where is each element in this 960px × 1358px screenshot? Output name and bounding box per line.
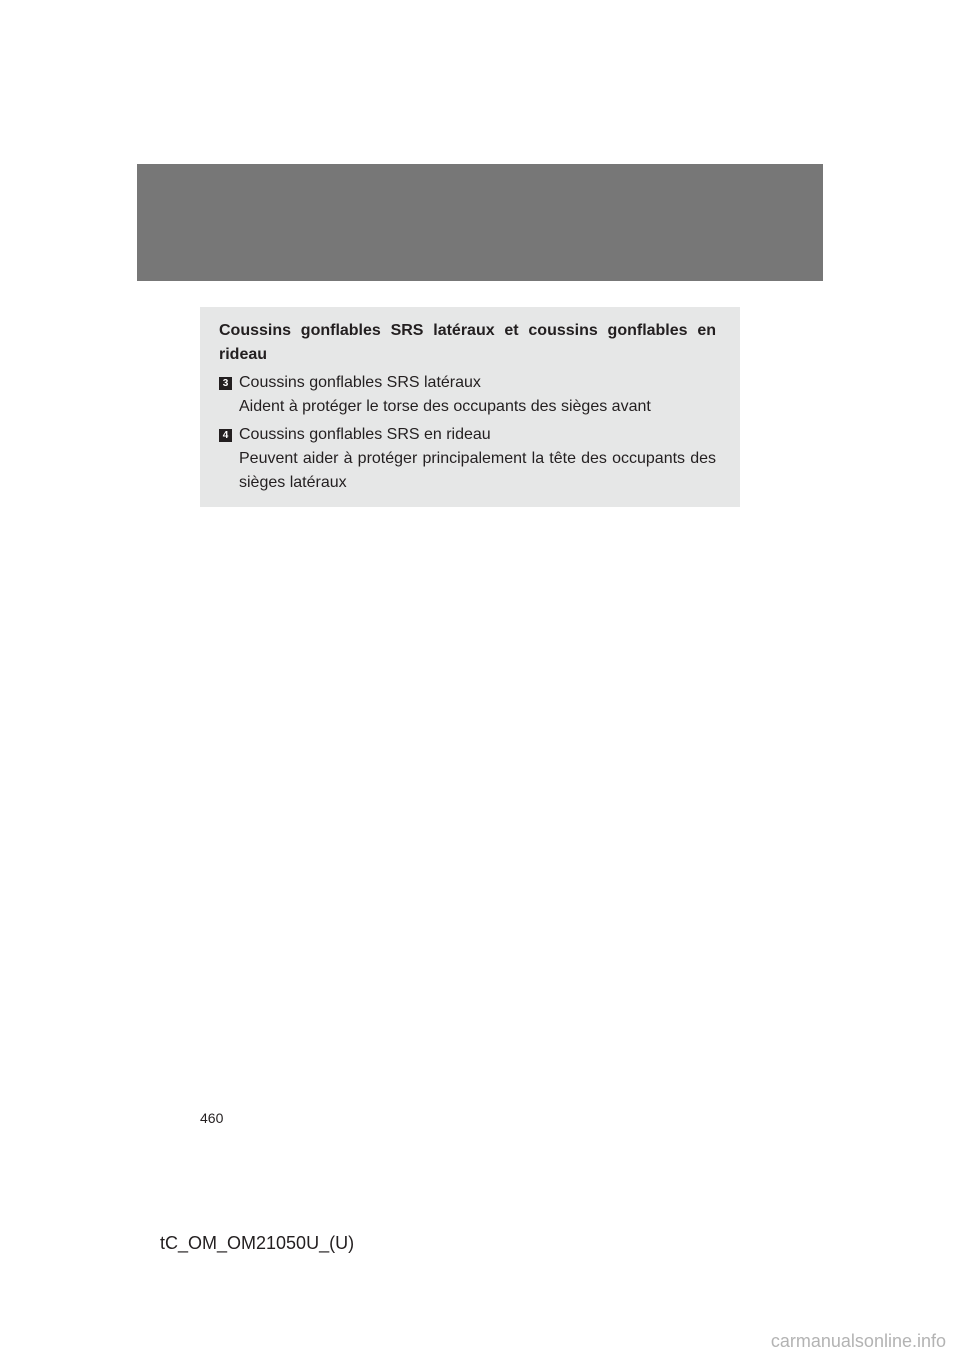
number-4-icon: 4 — [219, 429, 232, 442]
item-description: Aident à protéger le torse des occupants des sièges avant — [239, 398, 651, 415]
watermark-text: carmanualsonline.info — [770, 1331, 946, 1351]
page-number: 460 — [200, 1110, 224, 1126]
item-description: Peuvent aider à protéger principalement la tête des occupants des sièges latéraux — [239, 450, 716, 491]
item-title: Coussins gonflables SRS latéraux — [239, 374, 481, 391]
header-band — [137, 164, 823, 281]
airbag-info-box — [200, 307, 740, 507]
item-title: Coussins gonflables SRS en rideau — [239, 426, 491, 443]
section-title: Coussins gonflables SRS latéraux et coussins gonflables en rideau — [219, 322, 716, 363]
list-item — [219, 423, 716, 495]
number-3-icon: 3 — [219, 377, 232, 390]
list-item — [219, 371, 716, 419]
document-code: tC_OM_OM21050U_(U) — [160, 1233, 355, 1253]
